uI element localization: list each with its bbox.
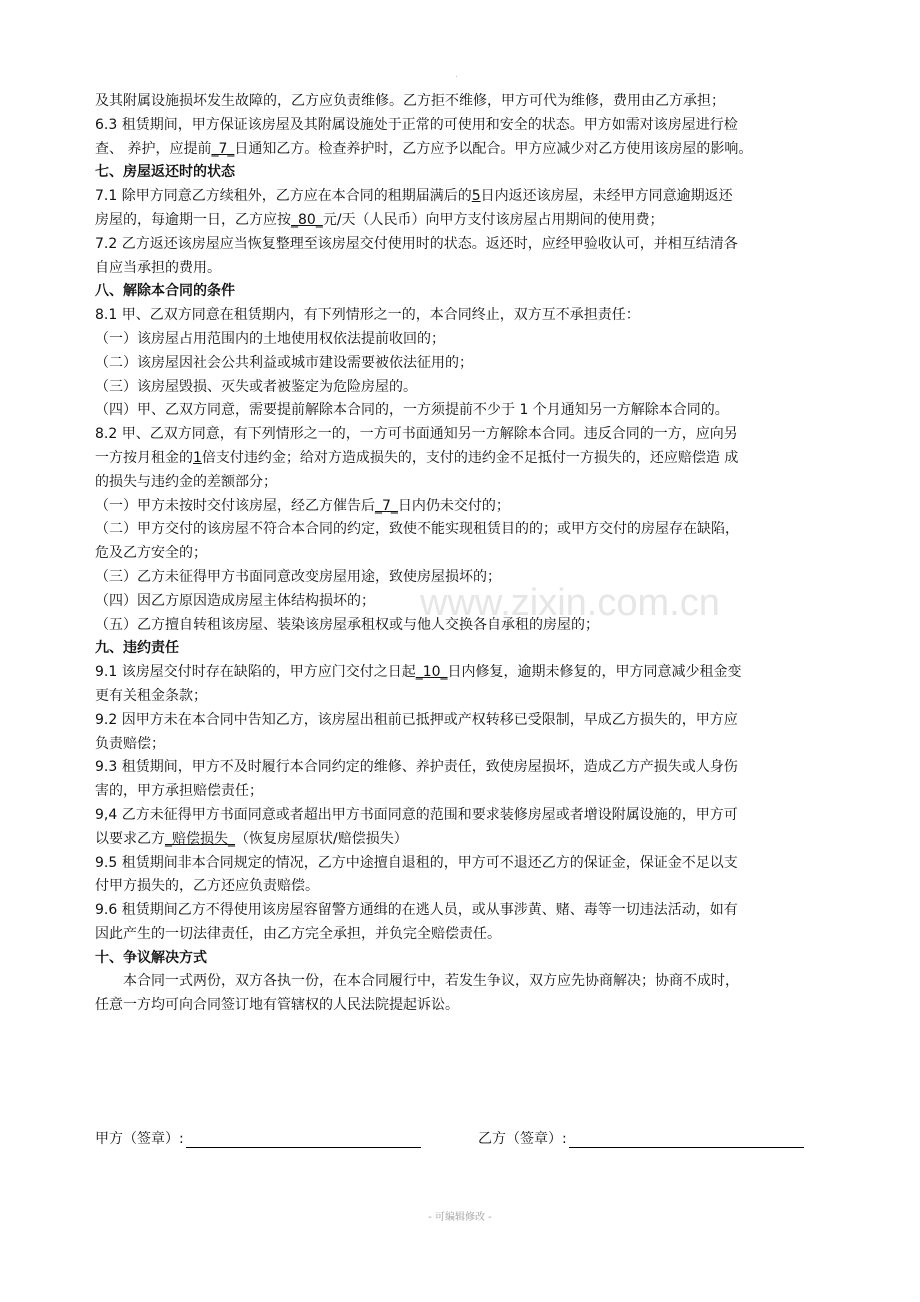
text-line <box>95 875 860 899</box>
text-segment: （五）乙方擅自转租该房屋、装染该房屋承租权或与他人交换各自承租的房屋的； <box>95 616 599 633</box>
text-segment: （二）该房屋因社会公共利益或城市建设需要被依法征用的； <box>95 354 473 371</box>
text-segment: 害的，甲方承担赔偿责任； <box>95 783 263 800</box>
text-line <box>95 970 860 994</box>
page-footer: - 可编辑修改 - <box>428 1212 492 1223</box>
filled-blank: 5 <box>471 188 481 205</box>
text-line <box>95 423 860 447</box>
text-segment: 以要求乙方 <box>95 830 165 847</box>
party-a-signature <box>95 1128 421 1148</box>
text-segment: 9.2 因甲方未在本合同中告知乙方，该房屋出租前已抵押或产权转移已受限制，早成乙方损失的，甲方应 <box>95 711 738 728</box>
text-segment: 自应当承担的费用。 <box>95 259 221 276</box>
text-segment: 元/天（人民币）向甲方支付该房屋占用期间的使用费； <box>322 211 664 228</box>
text-line <box>95 709 860 733</box>
top-mark: . <box>455 70 458 80</box>
text-segment: 八、解除本合同的条件 <box>95 283 235 300</box>
text-line <box>95 495 860 519</box>
text-segment: 日内修复，逾期未修复的，甲方同意减少租金变 <box>447 664 742 681</box>
text-line <box>95 114 860 138</box>
text-line <box>95 828 860 852</box>
text-segment: （一）该房屋占用范围内的土地使用权依法提前收回的； <box>95 330 445 347</box>
text-segment: 因此产生的一切法律责任，由乙方完全承担，并负完全赔偿责任。 <box>95 925 501 942</box>
text-line <box>95 614 860 638</box>
text-segment: （三）乙方未征得甲方书面同意改变房屋用途，致使房屋损坏的； <box>95 568 501 585</box>
text-segment: 9.5 租赁期间非本合同规定的情况，乙方中途擅自退租的，甲方可不退还乙方的保证金，保证金不足以支 <box>95 854 738 871</box>
text-line <box>95 399 860 423</box>
text-segment: 7.1 除甲方同意乙方续租外，乙方应在本合同的租期届满后的 <box>95 188 472 205</box>
text-segment: 更有关租金条款； <box>95 687 207 704</box>
text-segment: （二）甲方交付的该房屋不符合本合同的约定，致使不能实现租赁目的的；或甲方交付的房屋存在缺陷， <box>95 521 739 538</box>
text-segment: （四）甲、乙双方同意，需要提前解除本合同的，一方须提前不少于 1 个月通知另一方解除本合同的。 <box>95 402 729 419</box>
party-a-label: 甲方（签章）: <box>95 1131 184 1147</box>
text-line <box>95 590 860 614</box>
text-line <box>95 376 860 400</box>
text-segment: （一）甲方未按时交付该房屋，经乙方催告后 <box>95 497 375 514</box>
text-line <box>95 518 860 542</box>
text-line <box>95 566 860 590</box>
text-segment: 6.3 租赁期间，甲方保证该房屋及其附属设施处于正常的可使用和安全的状态。甲方如需对该房屋进行检 <box>95 116 738 133</box>
text-segment: （恢复房屋原状/赔偿损失） <box>235 830 408 847</box>
filled-blank: 1 <box>193 449 202 466</box>
text-line <box>95 661 860 685</box>
text-line <box>95 994 860 1018</box>
text-segment: 一方按月租金的 <box>95 449 193 466</box>
text-segment: 7.2 乙方返还该房屋应当恢复整理至该房屋交付使用时的状态。返还时，应经甲验收认可，并相互结清各 <box>95 235 738 252</box>
text-segment: 日内返还该房屋，未经甲方同意逾期返还 <box>480 188 733 205</box>
text-segment: 日通知乙方。检查养护时，乙方应予以配合。甲方应减少对乙方使用该房屋的影响。 <box>234 140 753 157</box>
text-segment: 倍支付违约金；给对方造成损失的，支付的违约金不足抵付一方损失的，还应赔偿造 成 <box>201 449 739 466</box>
text-line <box>95 233 860 257</box>
text-segment: 任意一方均可向合同签订地有管辖权的人民法院提起诉讼。 <box>95 997 459 1014</box>
text-line <box>95 733 860 757</box>
section-heading <box>95 637 860 661</box>
section-heading <box>95 947 860 971</box>
text-segment: 负责赔偿； <box>95 735 165 752</box>
text-line <box>95 471 860 495</box>
text-segment: （三）该房屋毁损、灭失或者被鉴定为危险房屋的。 <box>95 378 417 395</box>
filled-blank: _赔偿损失_ <box>165 830 235 847</box>
filled-blank: _7_ <box>375 497 398 514</box>
text-line <box>95 90 860 114</box>
text-segment: 9.6 租赁期间乙方不得使用该房屋容留警方通缉的在逃人员，或从事涉黄、赌、毒等一切违法活动，如有 <box>95 902 738 919</box>
text-line <box>95 304 860 328</box>
watermark: www.zixin.com.cn <box>420 582 720 624</box>
text-segment: 十、争议解决方式 <box>95 949 207 966</box>
text-segment: 9.3 租赁期间，甲方不及时履行本合同约定的维修、养护责任，致使房屋损坏，造成乙方产损失或人身伤 <box>95 759 738 776</box>
text-line <box>95 756 860 780</box>
text-segment: 日内仍未交付的； <box>397 497 510 514</box>
text-segment: 9,4 乙方未征得甲方书面同意或者超出甲方书面同意的范围和要求装修房屋或者增设附属设施的，甲方可 <box>95 806 738 823</box>
text-segment: 8.1 甲、乙双方同意在租赁期内，有下列情形之一的，本合同终止，双方互不承担责任： <box>95 307 640 324</box>
text-segment: （四）因乙方原因造成房屋主体结构损坏的； <box>95 592 375 609</box>
signature-block <box>95 1128 860 1152</box>
text-line <box>95 899 860 923</box>
text-line <box>95 542 860 566</box>
text-segment: 查、 养护，应提前 <box>95 140 212 157</box>
party-b-signature <box>478 1128 804 1148</box>
text-segment: 9.1 该房屋交付时存在缺陷的，甲方应门交付之日起 <box>95 664 416 681</box>
text-line <box>95 852 860 876</box>
text-line <box>95 185 860 209</box>
text-line <box>95 804 860 828</box>
text-segment: 本合同一式两份，双方各执一份，在本合同履行中，若发生争议，双方应先协商解决；协商不成时， <box>123 973 739 990</box>
text-segment: 付甲方损失的，乙方还应负责赔偿。 <box>95 878 319 895</box>
text-line <box>95 138 860 162</box>
text-line <box>95 328 860 352</box>
filled-blank: _80_ <box>291 211 323 228</box>
text-line <box>95 352 860 376</box>
text-segment: 危及乙方安全的； <box>95 545 207 562</box>
party-a-signature-line <box>186 1131 421 1148</box>
text-line <box>95 447 860 471</box>
text-segment: 8.2 甲、乙双方同意，有下列情形之一的，一方可书面通知另一方解除本合同。违反合同的一方，应向另 <box>95 426 738 443</box>
section-heading <box>95 161 860 185</box>
text-line <box>95 257 860 281</box>
text-segment: 的损失与违约金的差额部分； <box>95 473 277 490</box>
text-line <box>95 780 860 804</box>
text-line <box>95 209 860 233</box>
text-segment: 七、房屋返还时的状态 <box>95 164 235 181</box>
text-line <box>95 923 860 947</box>
party-b-label: 乙方（签章）: <box>478 1131 567 1147</box>
filled-blank: _10_ <box>415 664 448 681</box>
text-segment: 及其附属设施损坏发生故障的，乙方应负责维修。乙方拒不维修，甲方可代为维修，费用由乙方承担； <box>95 93 725 109</box>
text-segment: 九、违约责任 <box>95 640 179 657</box>
text-segment: 房屋的，每逾期一日，乙方应按 <box>95 211 291 228</box>
contract-body <box>95 90 860 1018</box>
filled-blank: _7_ <box>211 140 235 157</box>
text-line <box>95 685 860 709</box>
party-b-signature-line <box>569 1131 804 1148</box>
section-heading <box>95 280 860 304</box>
